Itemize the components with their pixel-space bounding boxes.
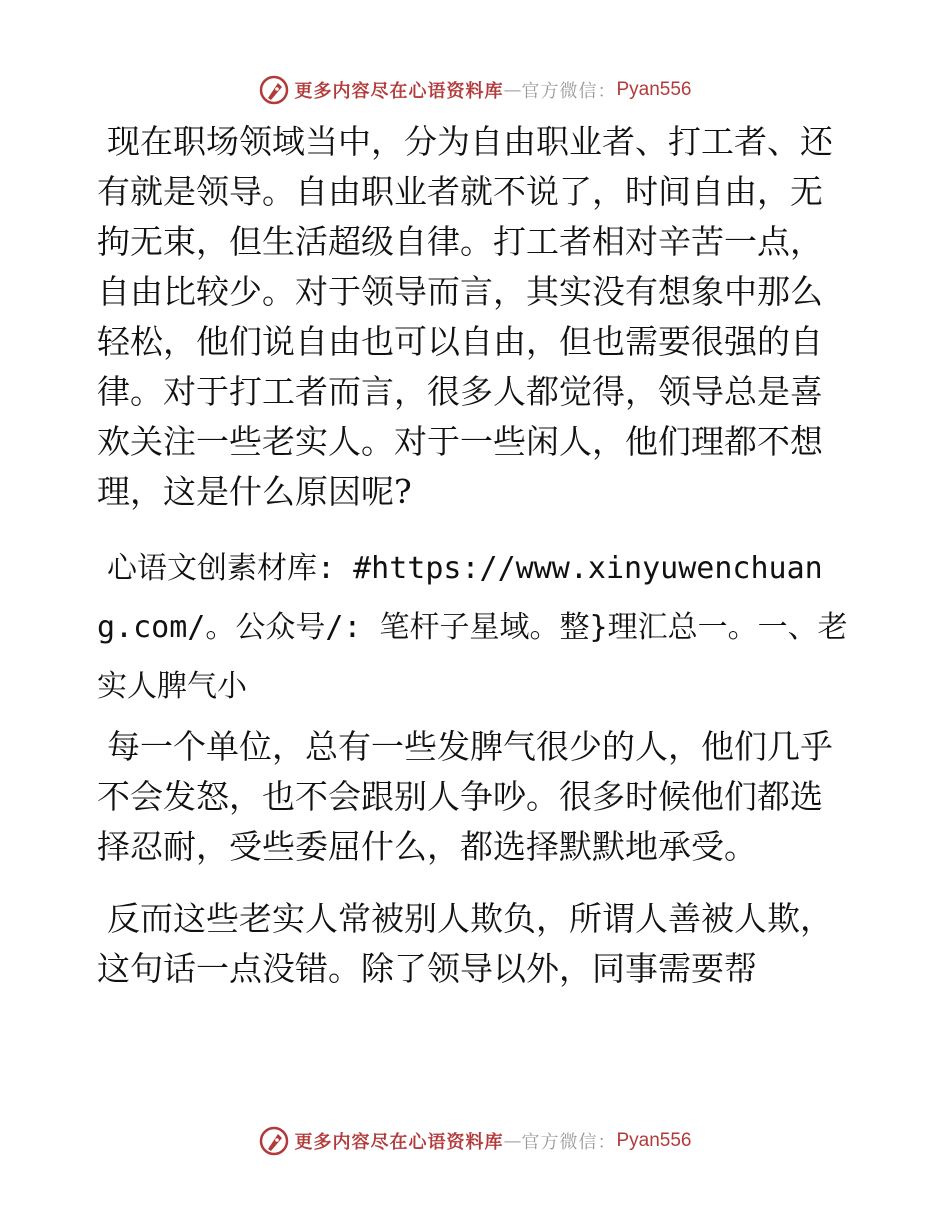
footer-separator: — xyxy=(503,1130,522,1152)
paragraph-source-line: 心语文创素材库: #https://www.xinyuwenchuang.com/。公众号/: 笔杆子星域。整}理汇总一。一、老实人脾气小 xyxy=(97,551,848,704)
document-body xyxy=(97,117,849,1016)
header-banner xyxy=(0,70,950,110)
footer-wechat-label: 官方微信： xyxy=(521,1132,617,1153)
banner-wechat-account: Pyan556 xyxy=(616,79,692,100)
pen-nib-logo-icon xyxy=(258,74,290,106)
footer-banner xyxy=(0,1121,950,1161)
banner-title: 更多内容尽在心语资料库 xyxy=(294,81,504,102)
footer-wechat-account: Pyan556 xyxy=(616,1130,692,1151)
pen-nib-logo-icon xyxy=(258,1125,290,1157)
banner-separator: — xyxy=(503,79,522,101)
paragraph-intro: 现在职场领域当中，分为自由职业者、打工者、还有就是领导。自由职业者就不说了，时间自由，无拘无束，但生活超级自律。打工者相对辛苦一点，自由比较少。对于领导而言，其实没有想象中那么轻松，他们说自由也可以自由，但也需要很强的自律。对于打工者而言，很多人都觉得，领导总是喜欢关注一些老实人。对于一些闲人，他们理都不想理，这是什么原因呢? xyxy=(97,122,833,511)
paragraph-temper: 每一个单位，总有一些发脾气很少的人，他们几乎不会发怒，也不会跟别人争吵。很多时候他们都选择忍耐，受些委屈什么，都选择默默地承受。 xyxy=(97,727,833,866)
footer-title: 更多内容尽在心语资料库 xyxy=(294,1132,504,1153)
banner-wechat-label: 官方微信： xyxy=(521,81,617,102)
paragraph-bullied: 反而这些老实人常被别人欺负，所谓人善被人欺，这句话一点没错。除了领导以外，同事需要帮 xyxy=(97,899,833,988)
